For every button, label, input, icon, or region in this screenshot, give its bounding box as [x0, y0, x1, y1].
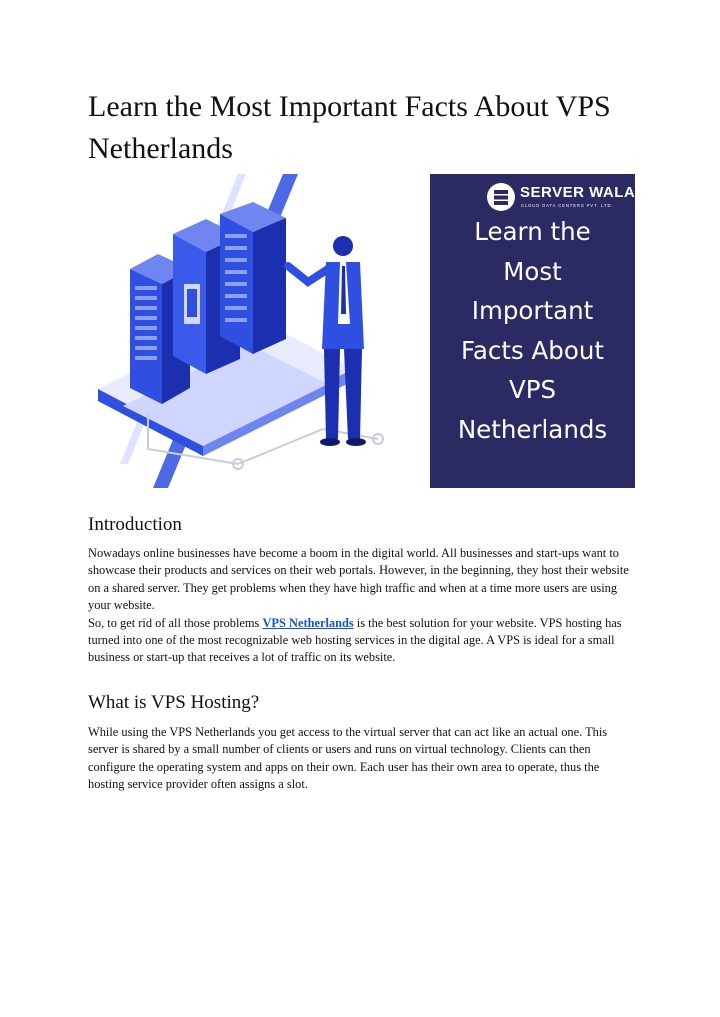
section-heading-introduction: Introduction: [88, 514, 182, 535]
hero-heading-line: Netherlands: [457, 414, 608, 444]
what-is-vps-body: [88, 724, 636, 794]
paragraph: Nowadays online businesses have become a boom in the digital world. All businesses and start-ups want to showcase their products and services on their web portals. However, in the beginning, they host their website on a shared server. They get problems when they have high traffic and when at a time more users are using your website.: [88, 546, 629, 613]
server-rack-illustration-icon: [88, 174, 430, 488]
page-title: Learn the Most Important Facts About VPS Netherlands: [88, 90, 611, 165]
hero-heading-line: Important: [471, 296, 594, 325]
section-heading-what-is-vps: What is VPS Hosting?: [88, 692, 260, 713]
vps-netherlands-link[interactable]: VPS Netherlands: [262, 615, 354, 630]
hero-heading-line: Learn the: [474, 217, 591, 246]
cloud-server-logo-icon: [486, 182, 516, 212]
paragraph: [88, 615, 636, 667]
server-illustration: [88, 174, 430, 488]
paragraph-text: So, to get rid of all those problems: [88, 615, 263, 630]
brand-tagline: CLOUD DATA CENTERS PVT. LTD.: [521, 203, 614, 208]
hero-banner-image: [88, 174, 635, 488]
hero-heading: [430, 212, 635, 449]
introduction-body: [88, 545, 636, 667]
paragraph: While using the VPS Netherlands you get access to the virtual server that can act like an actual one. This server is shared by a small number of clients or users and runs on virtual technology. Clients can then configure the operating system and apps on their own. Each user has their own area to operate, thus the hosting service provider often assigns a slot.: [88, 725, 608, 792]
hero-text-panel: [430, 174, 635, 488]
hero-heading-line: VPS: [508, 375, 557, 404]
paragraph-text: is the best solution for your website. VPS hosting has turned into one of the most recognizable web hosting services in the digital age. A VPS is ideal for a small business or start-up that receives a lot of traffic on its website.: [88, 615, 622, 665]
hero-heading-line: Most: [503, 256, 562, 286]
brand-name: SERVER WALA: [520, 184, 635, 201]
hero-heading-line: Facts About: [461, 335, 604, 365]
brand-logo: [486, 182, 635, 216]
